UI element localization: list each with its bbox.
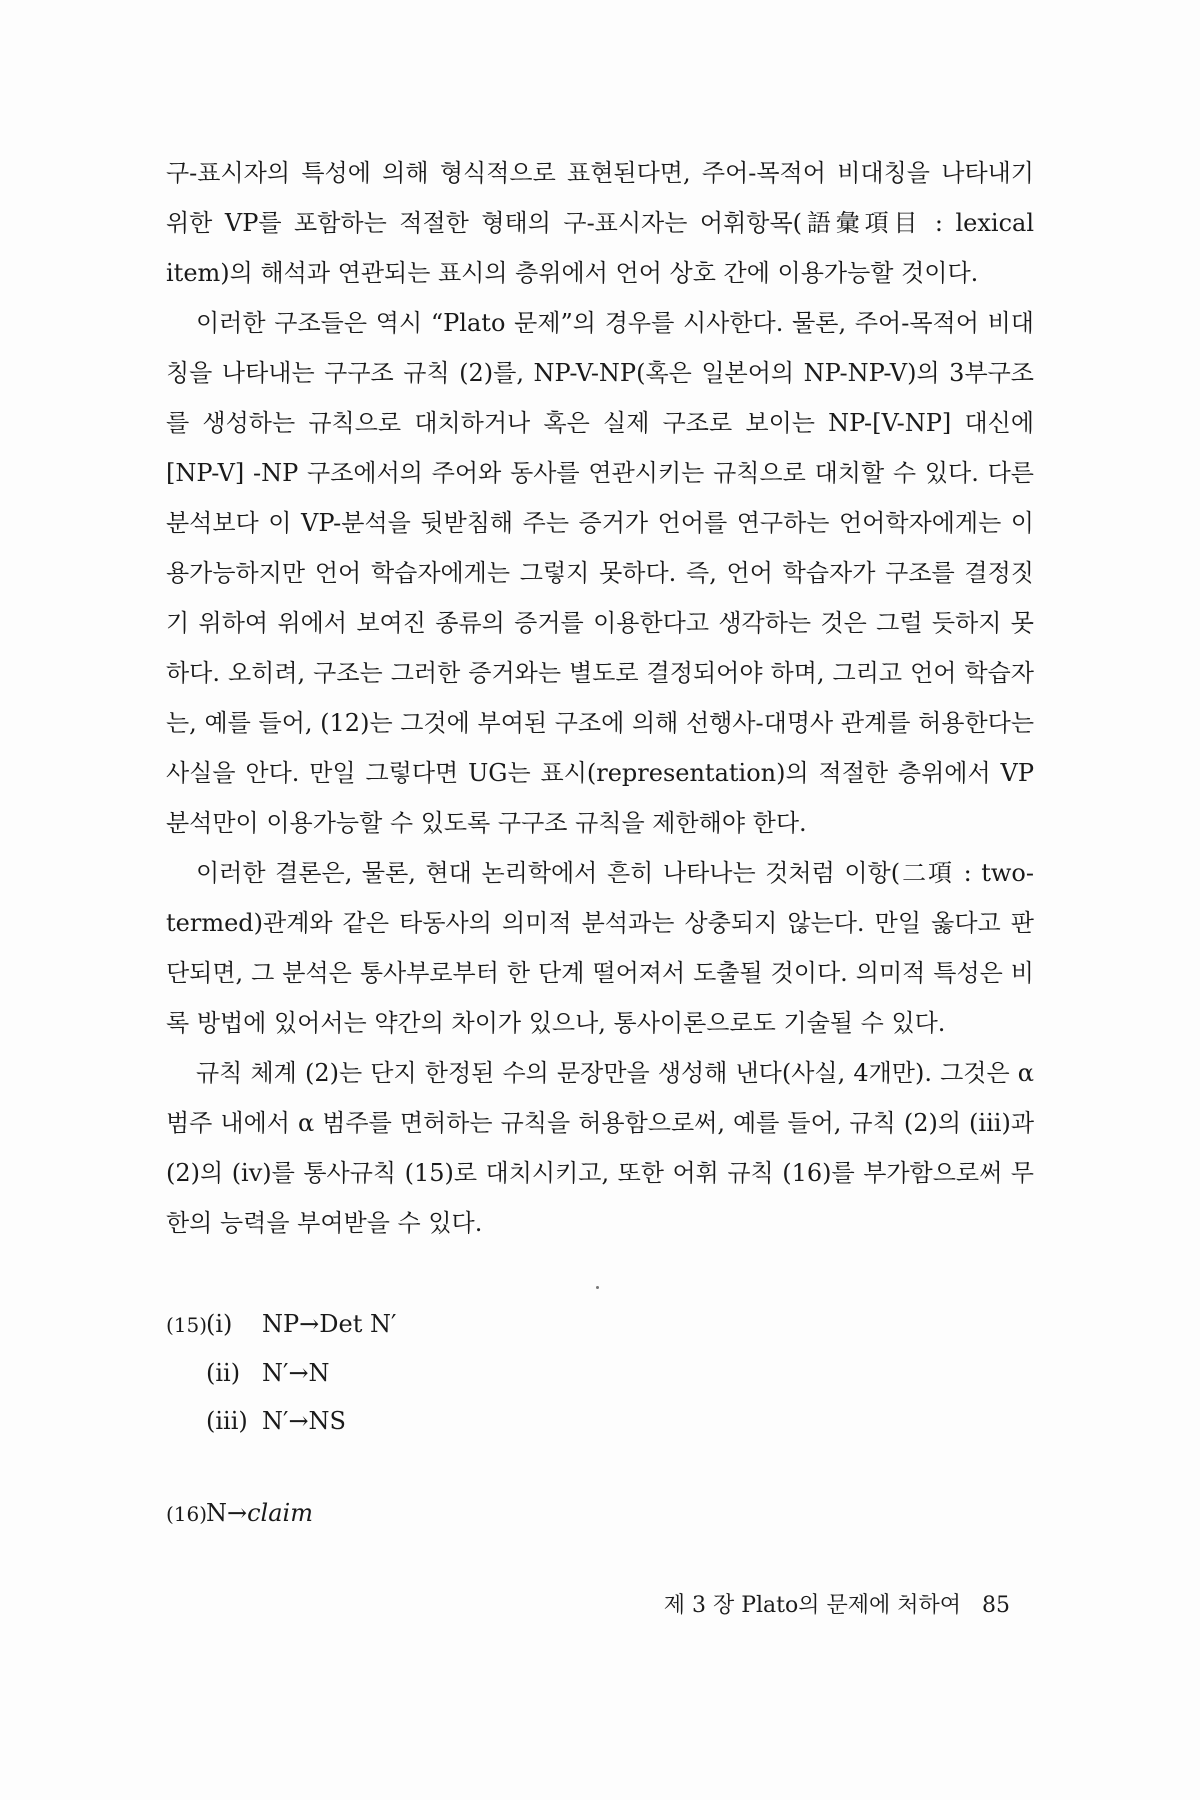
rule-16-line: [166, 1489, 396, 1538]
paragraph-1: 구-표시자의 특성에 의해 형식적으로 표현된다면, 주어-목적어 비대칭을 나타내기 위한 VP를 포함하는 적절한 형태의 구-표시자는 어휘항목(語彙項目 : lexical item)의 해석과 연관되는 표시의 층위에서 언어 상호 간에 이용가능할 것이다.: [166, 159, 1034, 287]
page-footer: [664, 1588, 1010, 1619]
rule-15-line-2: [166, 1349, 396, 1397]
rule-15-line-3: [166, 1397, 396, 1445]
rule-subitem-label: (ii): [206, 1359, 241, 1387]
rule-expression-rhs: claim: [247, 1499, 313, 1527]
body-text: [166, 148, 1034, 1248]
paragraph-2: 이러한 구조들은 역시 “Plato 문제”의 경우를 시사한다. 물론, 주어-목적어 비대칭을 나타내는 구구조 규칙 (2)를, NP-V-NP(혹은 일본어의 NP-NP-V)의 3부구조를 생성하는 규칙으로 대치하거나 혹은 실제 구조로 보이는 NP-[V-NP] 대신에 [NP-V] -NP 구조에서의 주어와 동사를 연관시키는 규칙으로 대치할 수 있다. 다른 분석보다 이 VP-분석을 뒷받침해 주는 증거가 언어를 연구하는 언어학자에게는 이용가능하지만 언어 학습자에게는 그렇지 못하다. 즉, 언어 학습자가 구조를 결정짓기 위하여 위에서 보여진 종류의 증거를 이용한다고 생각하는 것은 그럴 듯하지 못하다. 오히려, 구조는 그러한 증거와는 별도로 결정되어야 하며, 그리고 언어 학습자는, 예를 들어, (12)는 그것에 부여된 구조에 의해 선행사-대명사 관계를 허용한다는 사실을 안다. 만일 그렇다면 UG는 표시(representation)의 적절한 층위에서 VP 분석만이 이용가능할 수 있도록 구구조 규칙을 제한해야 한다.: [166, 309, 1034, 837]
rule-subitem-label: (i): [206, 1310, 233, 1338]
paragraph-3: 이러한 결론은, 물론, 현대 논리학에서 흔히 나타나는 것처럼 이항(二項 : two-termed)관계와 같은 타동사의 의미적 분석과는 상충되지 않는다. 만일 옳다고 판단되면, 그 분석은 통사부로부터 한 단계 떨어져서 도출될 것이다. 의미적 특성은 비록 방법에 있어서는 약간의 차이가 있으나, 통사이론으로도 기술될 수 있다.: [166, 859, 1034, 1037]
rule-15-line-1: [166, 1300, 396, 1349]
rule-expression-lhs: N→: [206, 1499, 248, 1527]
stray-mark: [596, 1286, 599, 1289]
rule-expression: N′→NS: [262, 1407, 346, 1435]
rule-subitem-label: (iii): [206, 1407, 248, 1435]
running-title: 제 3 장 Plato의 문제에 처하여: [663, 1593, 961, 1618]
rule-expression: N′→N: [262, 1359, 330, 1387]
rules-block: [166, 1300, 396, 1538]
page-number: 85: [982, 1593, 1010, 1618]
paragraph-4: 규칙 체계 (2)는 단지 한정된 수의 문장만을 생성해 낸다(사실, 4개만). 그것은 α 범주 내에서 α 범주를 면허하는 규칙을 허용함으로써, 예를 들어, 규칙 (2)의 (iii)과 (2)의 (iv)를 통사규칙 (15)로 대치시키고, 또한 어휘 규칙 (16)를 부가함으로써 무한의 능력을 부여받을 수 있다.: [166, 1059, 1034, 1237]
rule-expression: NP→Det N′: [262, 1310, 397, 1338]
rule-number: (16): [166, 1502, 208, 1526]
rule-number: (15): [166, 1313, 208, 1337]
